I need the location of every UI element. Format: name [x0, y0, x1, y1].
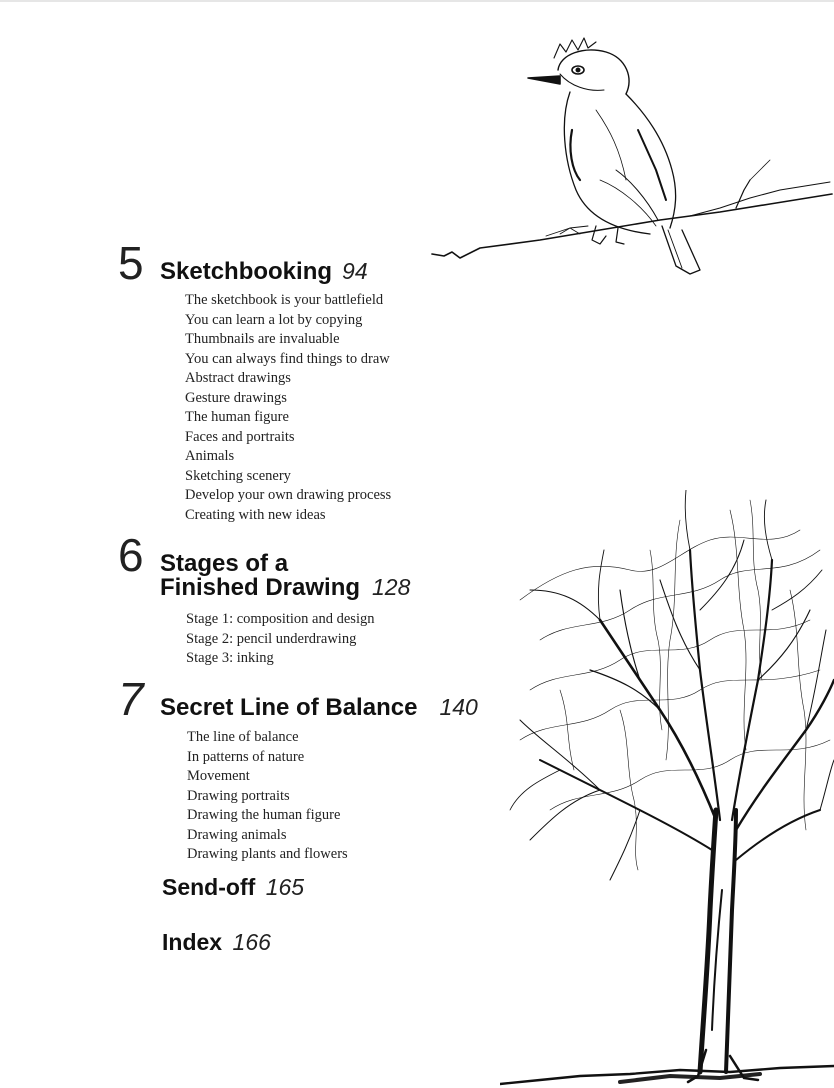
chapter-page-number: 128 [372, 574, 411, 600]
section-item[interactable]: Drawing animals [187, 826, 287, 843]
chapter-title: Stages of a [160, 550, 289, 577]
section-item[interactable]: Sketching scenery [185, 467, 291, 484]
sendoff-title: Send-off [162, 874, 256, 900]
sendoff-entry[interactable] [162, 874, 304, 901]
index-page-number: 166 [232, 929, 271, 955]
section-item[interactable]: Drawing portraits [187, 787, 290, 804]
chapter-title: Sketchbooking [160, 258, 333, 285]
section-item[interactable]: The human figure [185, 409, 289, 425]
section-item[interactable]: Stage 1: composition and design [186, 611, 375, 627]
section-item[interactable]: Stage 2: pencil underdrawing [186, 630, 357, 647]
section-item[interactable]: Movement [187, 768, 250, 784]
section-item[interactable]: You can learn a lot by copying [185, 311, 363, 328]
chapter-title-continued: Finished Drawing [160, 574, 361, 601]
section-item[interactable]: Develop your own drawing process [185, 487, 392, 503]
section-item[interactable]: Stage 3: inking [186, 650, 274, 666]
section-item[interactable]: The sketchbook is your battlefield [185, 292, 384, 308]
section-list [186, 610, 410, 669]
section-item[interactable]: Drawing the human figure [187, 807, 341, 823]
section-item[interactable]: Creating with new ideas [185, 506, 326, 523]
section-item[interactable]: The line of balance [187, 729, 299, 745]
chapter-number: 6 [118, 529, 144, 581]
chapter-page-number: 140 [439, 694, 478, 720]
chapter-6 [118, 529, 411, 669]
tree-illustration [500, 490, 834, 1088]
section-item[interactable]: Gesture drawings [185, 389, 287, 406]
section-list [185, 291, 391, 525]
section-item[interactable]: Faces and portraits [185, 428, 295, 445]
index-title: Index [162, 929, 223, 955]
section-item[interactable]: Animals [185, 448, 235, 464]
section-item[interactable]: You can always find things to draw [185, 350, 390, 367]
bird-on-branch-illustration [420, 30, 834, 290]
sendoff-page-number: 165 [265, 874, 305, 900]
section-item[interactable]: Drawing plants and flowers [187, 846, 348, 862]
chapter-heading[interactable] [118, 237, 391, 289]
chapter-page-number: 94 [342, 258, 368, 284]
chapter-number: 7 [118, 673, 144, 725]
chapter-number: 5 [118, 237, 144, 289]
chapter-heading[interactable] [118, 673, 478, 725]
section-item[interactable]: In patterns of nature [187, 748, 305, 765]
section-item[interactable]: Abstract drawings [185, 370, 291, 386]
chapter-title: Secret Line of Balance [160, 694, 418, 721]
top-rule [0, 0, 834, 2]
section-list [187, 728, 478, 865]
section-item[interactable]: Thumbnails are invaluable [185, 331, 340, 347]
index-entry[interactable] [162, 929, 271, 956]
chapter-heading[interactable] [118, 529, 410, 581]
chapter-7 [118, 673, 478, 865]
chapter-5 [118, 237, 392, 525]
